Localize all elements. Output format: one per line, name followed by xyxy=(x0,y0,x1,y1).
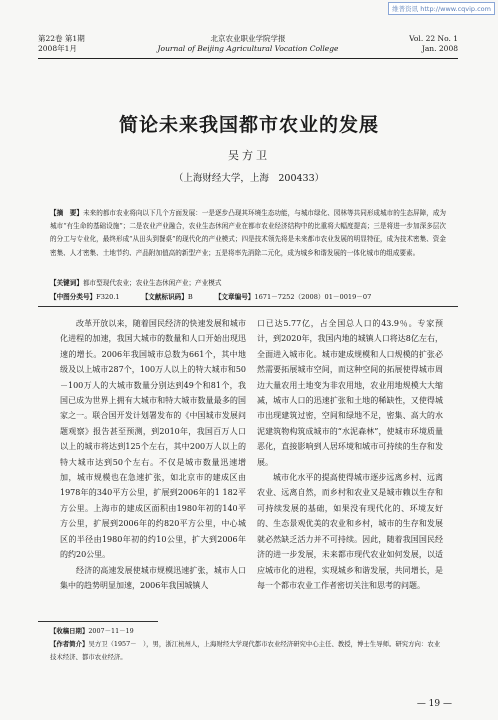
header-rule xyxy=(38,58,458,59)
author-name: 吴方卫 xyxy=(228,149,270,162)
received-label: 【收稿日期】 xyxy=(50,627,89,635)
abstract-label: 【摘 要】 xyxy=(50,209,84,217)
volume-en: Vol. 22 No. 1 xyxy=(409,34,458,43)
volume-cn: 第22卷 第1期 xyxy=(38,34,85,43)
watermark-stamp: 维普资讯 http://www.cqvip.com xyxy=(388,2,495,15)
abstract-rule xyxy=(38,306,458,307)
body-paragraph: 口已达5.77亿，占全国总人口的43.9％。专家预计，到2020年，我国内地的城镇人口将达8亿左右，全面进入城市化。城市建成规模和人口规模的扩张必然需要拓展城市空间，而这种空间的拓展使得城市周边大量农用土地变为非农用地，农业用地规模大大缩减，城市人口的迅速扩张和土地的稀缺性，又使得城市出现建筑过密，空间和绿地不足，密集、高大的水泥建筑物构筑成城市的“水泥森林”，使城市环境质量恶化，直接影响到人居环境和城市可持续的生存和发展。 xyxy=(257,319,443,467)
article-number: 1671－7252（2008）01－0019－07 xyxy=(254,293,372,301)
body-column-right xyxy=(257,316,443,593)
body-paragraph: 城市化水平的提高使得城市逐步远离乡村、远离农业、远离自然，而乡村和农业又是城市赖以生存和可持续发展的基础，如果没有现代化的、环境友好的、生态景观优美的农业和乡村，城市的生存和发展就必然缺乏活力并不可持续。因此，随着我国国民经济的进一步发展，未来都市现代农业如何发展，以适应城市化的进程，实现城乡和谐发展，共同增长，是每一个都市农业工作者密切关注和思考的问题。 xyxy=(257,473,443,590)
abstract-text: 未来的都市农业将向以下几个方面发展：一是逐步凸现其环境生态功能，与城市绿化、园林等共同形成城市的生态屏障，成为城市“有生命的基础设施”；二是农业产业融合，农业生态休闲产业在都市农业经济结构中的比重将大幅度提高；三是将进一步加深多层次的分工与专业化，最终形成“从田头到餐桌”的现代化的产业模式；四是技术领先将是未来都市农业发展的明显特征，成为技术密集、资金密集、人才密集、土地节约、产品附加值高的新型产业；五是将率先消除二元化，成为城乡和谐发展的一体化城市的组成要素。 xyxy=(50,209,447,257)
abstract xyxy=(50,207,446,260)
classification-line xyxy=(50,292,446,302)
author-affiliation: （上海财经大学，上海 200433） xyxy=(173,173,325,184)
footnote-rule xyxy=(38,621,158,622)
journal-name-en: Journal of Beijing Agricultural Vocation College xyxy=(157,44,339,53)
keywords-label: 【关键词】 xyxy=(50,279,83,287)
journal-name-cn: 北京农业职业学院学报 xyxy=(210,34,286,43)
author-bio xyxy=(50,638,446,664)
received-date xyxy=(50,625,446,638)
keywords-text: 都市型现代农业；农业生态休闲产业；产业模式 xyxy=(82,279,222,287)
article-number-label: 【文章编号】 xyxy=(214,293,255,301)
author-bio-label: 【作者简介】 xyxy=(50,640,89,648)
clc-label: 【中图分类号】 xyxy=(50,293,97,301)
page-number: — 19 — xyxy=(416,699,452,709)
doc-code-label: 【文献标识码】 xyxy=(141,293,188,301)
date-en: Jan. 2008 xyxy=(421,44,458,53)
author-bio-text: 吴方卫（1957－ ），男，浙江杭州人，上海财经大学现代都市农业经济研究中心主任、教授，博士生导师。研究方向：农业技术经济、都市农业经济。 xyxy=(50,640,441,661)
body-paragraph: 改革开放以来，随着国民经济的快速发展和城市化进程的加速，我国大城市的数量和人口开始出现迅速的增长。2006年我国城市总数为661个，其中地级及以上城市287个，100万人以上的特大城市和50－100万人的大城市数量分别达到49个和81个，我国已成为世界上拥有大城市和特大城市数量最多的国家之一。联合国开发计划署发布的《中国城市发展问题观察》报告甚至预测，到2010年，我国百万人口以上的城市将达到125个左右，其中200万人以上的特大城市达到50个左右。不仅是城市数量迅速增加，城市规模也在急速扩张，如北京市的建成区由1978年的340平方公里，扩展到2006年的1 182平方公里。上海市的建成区面积由1980年初的140平方公里，扩展到2006年的约820平方公里，中心城区的半径由1980年初的约10公里，扩大到2006年的约20公里。 xyxy=(60,319,246,560)
body-paragraph: 经济的高速发展使城市规模迅速扩张，城市人口集中的趋势明显加速，2006年我国城镇人 xyxy=(60,565,246,590)
article-title: 简论未来我国都市农业的发展 xyxy=(118,114,379,136)
body-column-left xyxy=(60,316,246,593)
doc-code: B xyxy=(187,293,193,301)
footnotes xyxy=(50,625,446,664)
keywords xyxy=(50,278,446,288)
clc-number: F320.1 xyxy=(96,293,120,301)
received-value: 2007－11－19 xyxy=(88,627,134,635)
date-cn: 2008年1月 xyxy=(38,44,77,53)
